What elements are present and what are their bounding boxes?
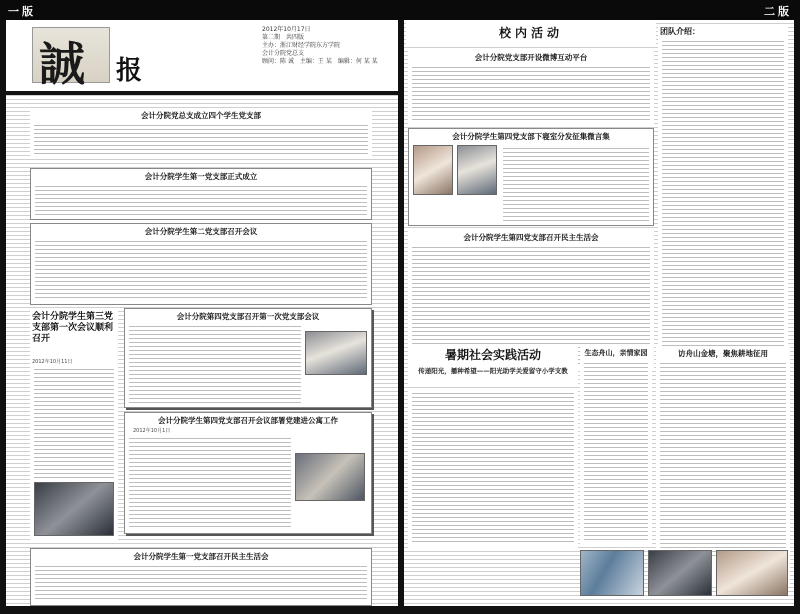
edition-left: 一版	[8, 5, 36, 18]
section-title-box	[406, 20, 656, 46]
practice-title: 暑期社会实践活动	[444, 348, 541, 362]
article-eco-zhoushan	[580, 346, 652, 546]
practice-photo-shore	[648, 550, 712, 596]
article-body	[503, 145, 649, 222]
headline-eco: 生态舟山，亲情家园	[584, 349, 648, 357]
headline-fourth-branch: 会计分院第四党支部召开第一次党支部会议	[176, 312, 320, 321]
headline-first-branch: 会计分院学生第一党支部正式成立	[144, 172, 258, 181]
headline-dorm-collect: 会计分院学生第四党支部下寝室分发征集微言集	[452, 132, 610, 141]
article-body	[34, 366, 114, 478]
headline-second-branch: 会计分院学生第二党支部召开会议	[144, 227, 258, 236]
article-first-branch	[30, 168, 372, 220]
practice-header	[408, 344, 578, 386]
practice-photo-visit	[716, 550, 788, 596]
article-dorm-collect	[408, 128, 654, 226]
article-branches	[30, 108, 372, 158]
article-weibo	[408, 50, 654, 126]
article-practice	[408, 388, 578, 548]
headline-third-branch: 会计分院学生第三党支部第一次会议顺利召开	[32, 312, 114, 344]
section-title: 校内活动	[498, 26, 563, 40]
article-body	[412, 64, 650, 123]
team-intro	[658, 24, 788, 350]
headline-branches: 会计分院党总支成立四个学生党支部	[141, 111, 261, 120]
practice-subtitle: 传递阳光，播种希望——阳光助学关爱留守小学支教	[418, 367, 568, 375]
headline-democratic-life: 会计分院学生第一党支部召开民主生活会	[133, 552, 269, 561]
date-a: 2012年10月11日	[32, 359, 73, 365]
issue-date: 2012年10月17日	[262, 26, 311, 33]
article-body	[412, 390, 574, 545]
headline-dorm-work: 会计分院学生第四党支部召开会议部署党建进公寓工作	[158, 416, 338, 425]
article-body	[129, 435, 291, 530]
headline-weibo: 会计分院党支部开设微博互动平台	[474, 53, 588, 62]
meeting-photo	[305, 331, 367, 375]
article-body	[35, 563, 367, 602]
article-second-branch	[30, 223, 372, 305]
team-intro-body	[662, 38, 784, 347]
bottom-bar	[0, 606, 800, 614]
edition-right: 二版	[764, 5, 792, 18]
article-third-branch	[30, 308, 118, 540]
masthead-info	[262, 26, 392, 66]
masthead-character: 誠	[39, 37, 85, 91]
left-page	[6, 20, 398, 606]
right-page	[404, 20, 794, 606]
masthead-rule	[6, 91, 398, 95]
calligraphy-logo	[32, 27, 110, 91]
article-body	[584, 360, 648, 543]
article-body	[35, 183, 367, 216]
student-photo-2	[457, 145, 497, 195]
article-dorm-work	[124, 412, 372, 534]
issue-number: 第二期 共四版	[262, 34, 305, 41]
article-body	[34, 122, 368, 155]
article-fourth-branch	[124, 308, 372, 408]
sponsor-branch: 会计分院党总支	[262, 50, 305, 57]
meeting-photo-room	[295, 453, 365, 501]
article-body	[660, 360, 786, 558]
article-democratic-life	[30, 548, 372, 606]
team-intro-title: 团队介绍：	[660, 27, 700, 36]
student-photo-1	[413, 145, 453, 195]
masthead-report-char: 报	[116, 56, 143, 86]
right-margin	[794, 20, 800, 614]
sponsor: 主办：浙江财经学院东方学院	[262, 42, 341, 49]
article-body	[129, 323, 301, 404]
meeting-photo-projector	[34, 482, 114, 536]
practice-photo-group	[580, 550, 644, 596]
top-bar	[0, 0, 800, 20]
date-b: 2012年10月1日	[133, 428, 171, 434]
staff-list: 顾问：陈 诚 主编：王 某 编辑：何 某 某	[262, 58, 378, 65]
headline-visit: 访舟山金塘，聚焦耕地征用	[678, 349, 768, 358]
masthead	[6, 20, 398, 95]
article-body	[35, 238, 367, 301]
headline-fourth-life: 会计分院学生第四党支部召开民主生活会	[463, 233, 599, 242]
